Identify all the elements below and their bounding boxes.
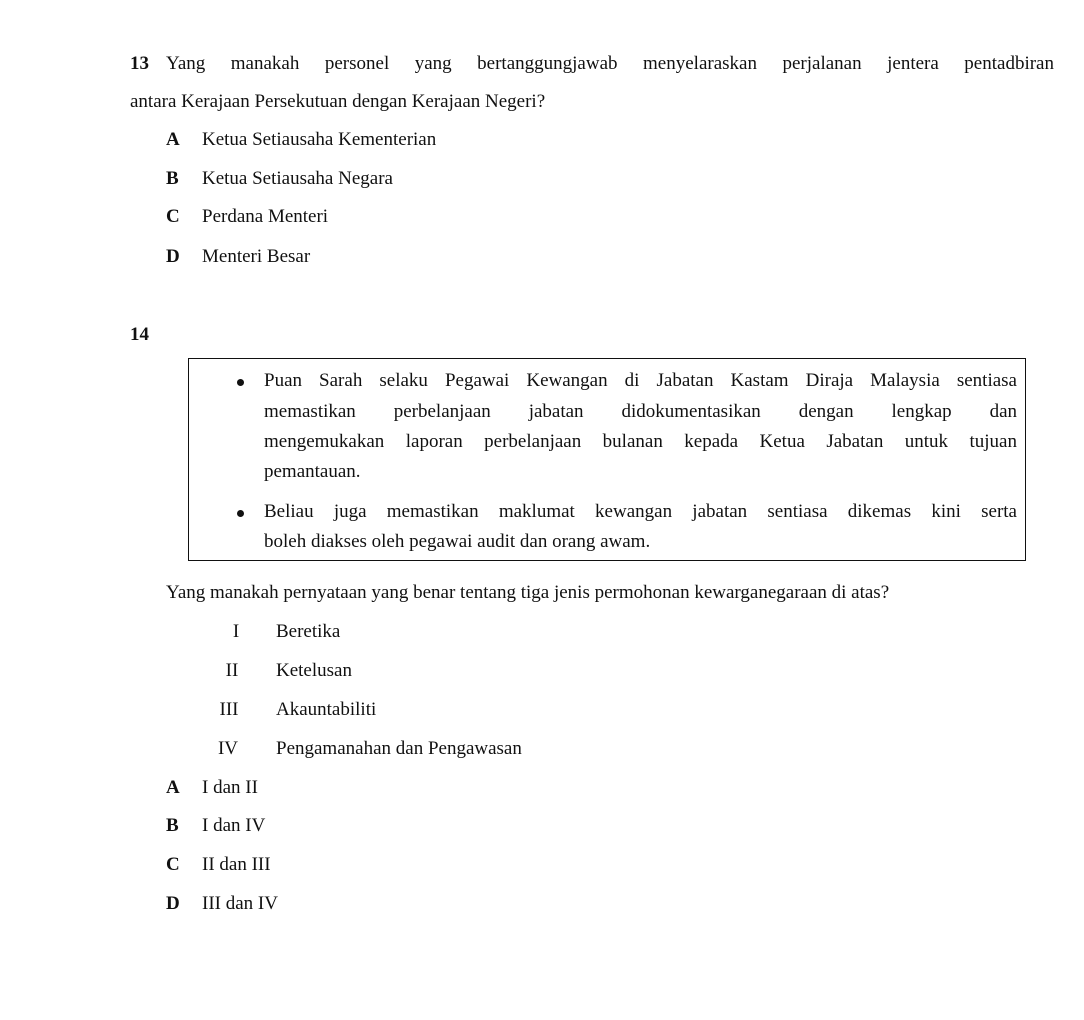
- bullet-line: memastikan perbelanjaan jabatan didokumentasikan dengan lengkap dan: [264, 401, 1017, 422]
- statement-text: Akauntabiliti: [276, 699, 377, 720]
- question-stem-line-2: antara Kerajaan Persekutuan dengan Kerajaan Negeri?: [130, 91, 546, 112]
- bullet-line: Puan Sarah selaku Pegawai Kewangan di Jabatan Kastam Diraja Malaysia sentiasa: [264, 370, 1017, 391]
- option-text: Ketua Setiausaha Negara: [202, 168, 393, 189]
- option-letter: B: [166, 815, 179, 836]
- bullet-line: boleh diakses oleh pegawai audit dan orang awam.: [264, 531, 651, 552]
- option-letter: C: [166, 854, 180, 875]
- statement-numeral: III: [219, 699, 239, 720]
- statement-text: Pengamanahan dan Pengawasan: [276, 738, 522, 759]
- bullet-icon: [237, 379, 244, 386]
- option-text: II dan III: [202, 854, 271, 875]
- option-text: I dan IV: [202, 815, 266, 836]
- option-letter: B: [166, 168, 179, 189]
- bullet-line: Beliau juga memastikan maklumat kewangan jabatan sentiasa dikemas kini serta: [264, 501, 1017, 522]
- statement-numeral: IV: [217, 738, 239, 759]
- option-text: I dan II: [202, 777, 258, 798]
- question-number: 13: [130, 53, 149, 74]
- option-letter: C: [166, 206, 180, 227]
- bullet-line: mengemukakan laporan perbelanjaan bulanan kepada Ketua Jabatan untuk tujuan: [264, 431, 1017, 452]
- bullet-line: pemantauan.: [264, 461, 361, 482]
- bullet-icon: [237, 510, 244, 517]
- option-text: III dan IV: [202, 893, 278, 914]
- option-text: Perdana Menteri: [202, 206, 329, 227]
- option-letter: A: [166, 129, 180, 150]
- option-text: Menteri Besar: [202, 246, 311, 267]
- statement-text: Ketelusan: [276, 660, 352, 681]
- option-letter: A: [166, 777, 180, 798]
- question-number: 14: [130, 324, 149, 345]
- statement-numeral: I: [232, 621, 240, 642]
- option-letter: D: [166, 893, 180, 914]
- option-letter: D: [166, 246, 180, 267]
- question-stem: Yang manakah pernyataan yang benar tentang tiga jenis permohonan kewarganegaraan di atas?: [166, 582, 890, 603]
- option-text: Ketua Setiausaha Kementerian: [202, 129, 437, 150]
- statement-text: Beretika: [276, 621, 341, 642]
- question-stem-line-1: Yang manakah personel yang bertanggungjawab menyelaraskan perjalanan jentera pentadbiran: [166, 53, 1054, 74]
- statement-numeral: II: [225, 660, 239, 681]
